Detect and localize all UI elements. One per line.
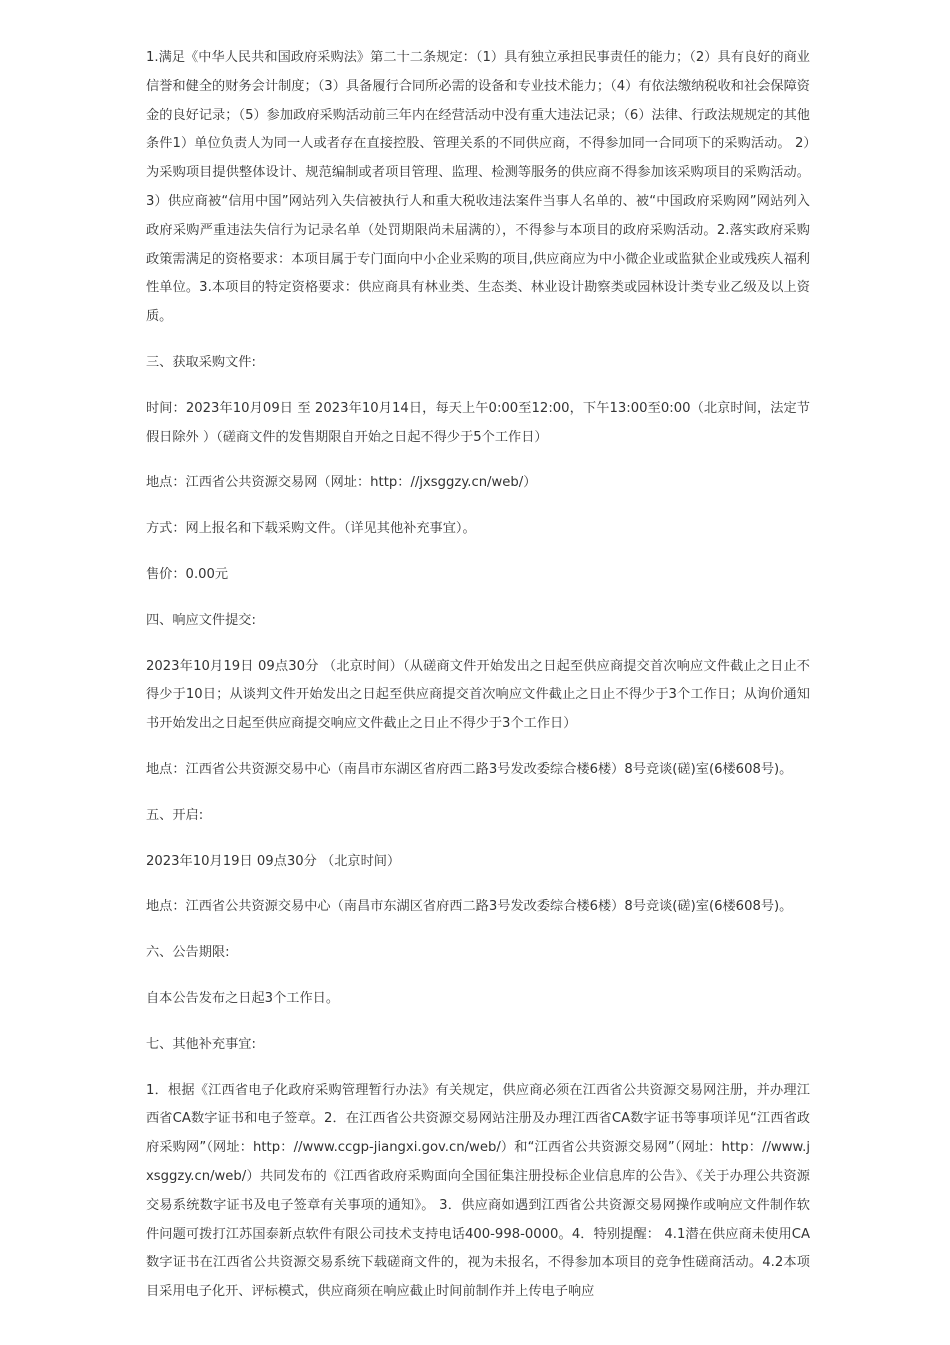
supplementary-matters: 1．根据《江西省电子化政府采购管理暂行办法》有关规定，供应商必须在江西省公共资源交易网注册，并办理江西省CA数字证书和电子签章。2．在江西省公共资源交易网站注册及办理江西省CA数字证书等事项详见“江西省政府采购网”（网址：http：//www.ccgp-jiangxi.gov.cn/web/）和“江西省公共资源交易网”（网址：http：//www.jxsggzy.cn/web/）共同发布的《江西省政府采购面向全国征集注册投标企业信息库的公告》、《关于办理公共资源交易系统数字证书及电子签章有关事项的通知》。 3．供应商如遇到江西省公共资源交易网操作或响应文件制作软件问题可拨打江苏国泰新点软件有限公司技术支持电话400-998-0000。4．特别提醒： 4.1潜在供应商未使用CA数字证书在江西省公共资源交易系统下载磋商文件的，视为未报名，不得参加本项目的竞争性磋商活动。4.2本项目采用电子化开、评标模式，供应商须在响应截止时间前制作并上传电子响应 [146, 1082, 810, 1300]
section-3-heading: 三、获取采购文件: [146, 354, 256, 370]
purchase-file-price: 售价：0.00元 [146, 566, 229, 582]
section-7-heading: 七、其他补充事宜: [146, 1036, 256, 1052]
section-6-heading: 六、公告期限: [146, 945, 230, 961]
response-submit-place: 地点：江西省公共资源交易中心（南昌市东湖区省府西二路3号发改委综合楼6楼）8号竞谈(磋)室(6楼608号)。 [146, 761, 793, 777]
section-4-heading: 四、响应文件提交: [146, 612, 256, 628]
qualification-requirements: 1.满足《中华人民共和国政府采购法》第二十二条规定：（1）具有独立承担民事责任的能力；（2）具有良好的商业信誉和健全的财务会计制度；（3）具备履行合同所必需的设备和专业技术能力；（4）有依法缴纳税收和社会保障资金的良好记录；（5）参加政府采购活动前三年内在经营活动中没有重大违法记录；（6）法律、行政法规规定的其他条件1）单位负责人为同一人或者存在直接控股、管理关系的不同供应商，不得参加同一合同项下的采购活动。 2）为采购项目提供整体设计、规范编制或者项目管理、监理、检测等服务的供应商不得参加该采购项目的采购活动。 3）供应商被“信用中国”网站列入失信被执行人和重大税收违法案件当事人名单的、被“中国政府采购网”网站列入政府采购严重违法失信行为记录名单（处罚期限尚未届满的），不得参与本项目的政府采购活动。2.落实政府采购政策需满足的资格要求：本项目属于专门面向中小企业采购的项目,供应商应为中小微企业或监狱企业或残疾人福利性单位。3.本项目的特定资格要求：供应商具有林业类、生态类、林业设计勘察类或园林设计类专业乙级及以上资质。 [146, 50, 810, 325]
response-submit-time: 2023年10月19日 09点30分 （北京时间）（从磋商文件开始发出之日起至供应商提交首次响应文件截止之日止不得少于10日；从谈判文件开始发出之日起至供应商提交首次响应文件截止之日止不得少于3个工作日；从询价通知书开始发出之日起至供应商提交响应文件截止之日止不得少于3个工作日） [146, 658, 810, 732]
document-page [146, 44, 810, 1307]
purchase-file-place: 地点：江西省公共资源交易网（网址：http：//jxsggzy.cn/web/） [146, 475, 537, 491]
opening-place: 地点：江西省公共资源交易中心（南昌市东湖区省府西二路3号发改委综合楼6楼）8号竞谈(磋)室(6楼608号)。 [146, 899, 793, 915]
purchase-file-time: 时间：2023年10月09日 至 2023年10月14日，每天上午0:00至12:00，下午13:00至0:00（北京时间，法定节假日除外 ）（磋商文件的发售期限自开始之日起不得少于5个工作日） [146, 400, 810, 445]
opening-time: 2023年10月19日 09点30分 （北京时间） [146, 853, 401, 869]
purchase-file-method: 方式：网上报名和下载采购文件。（详见其他补充事宜）。 [146, 521, 476, 537]
section-5-heading: 五、开启: [146, 807, 204, 823]
announcement-period: 自本公告发布之日起3个工作日。 [146, 990, 340, 1006]
